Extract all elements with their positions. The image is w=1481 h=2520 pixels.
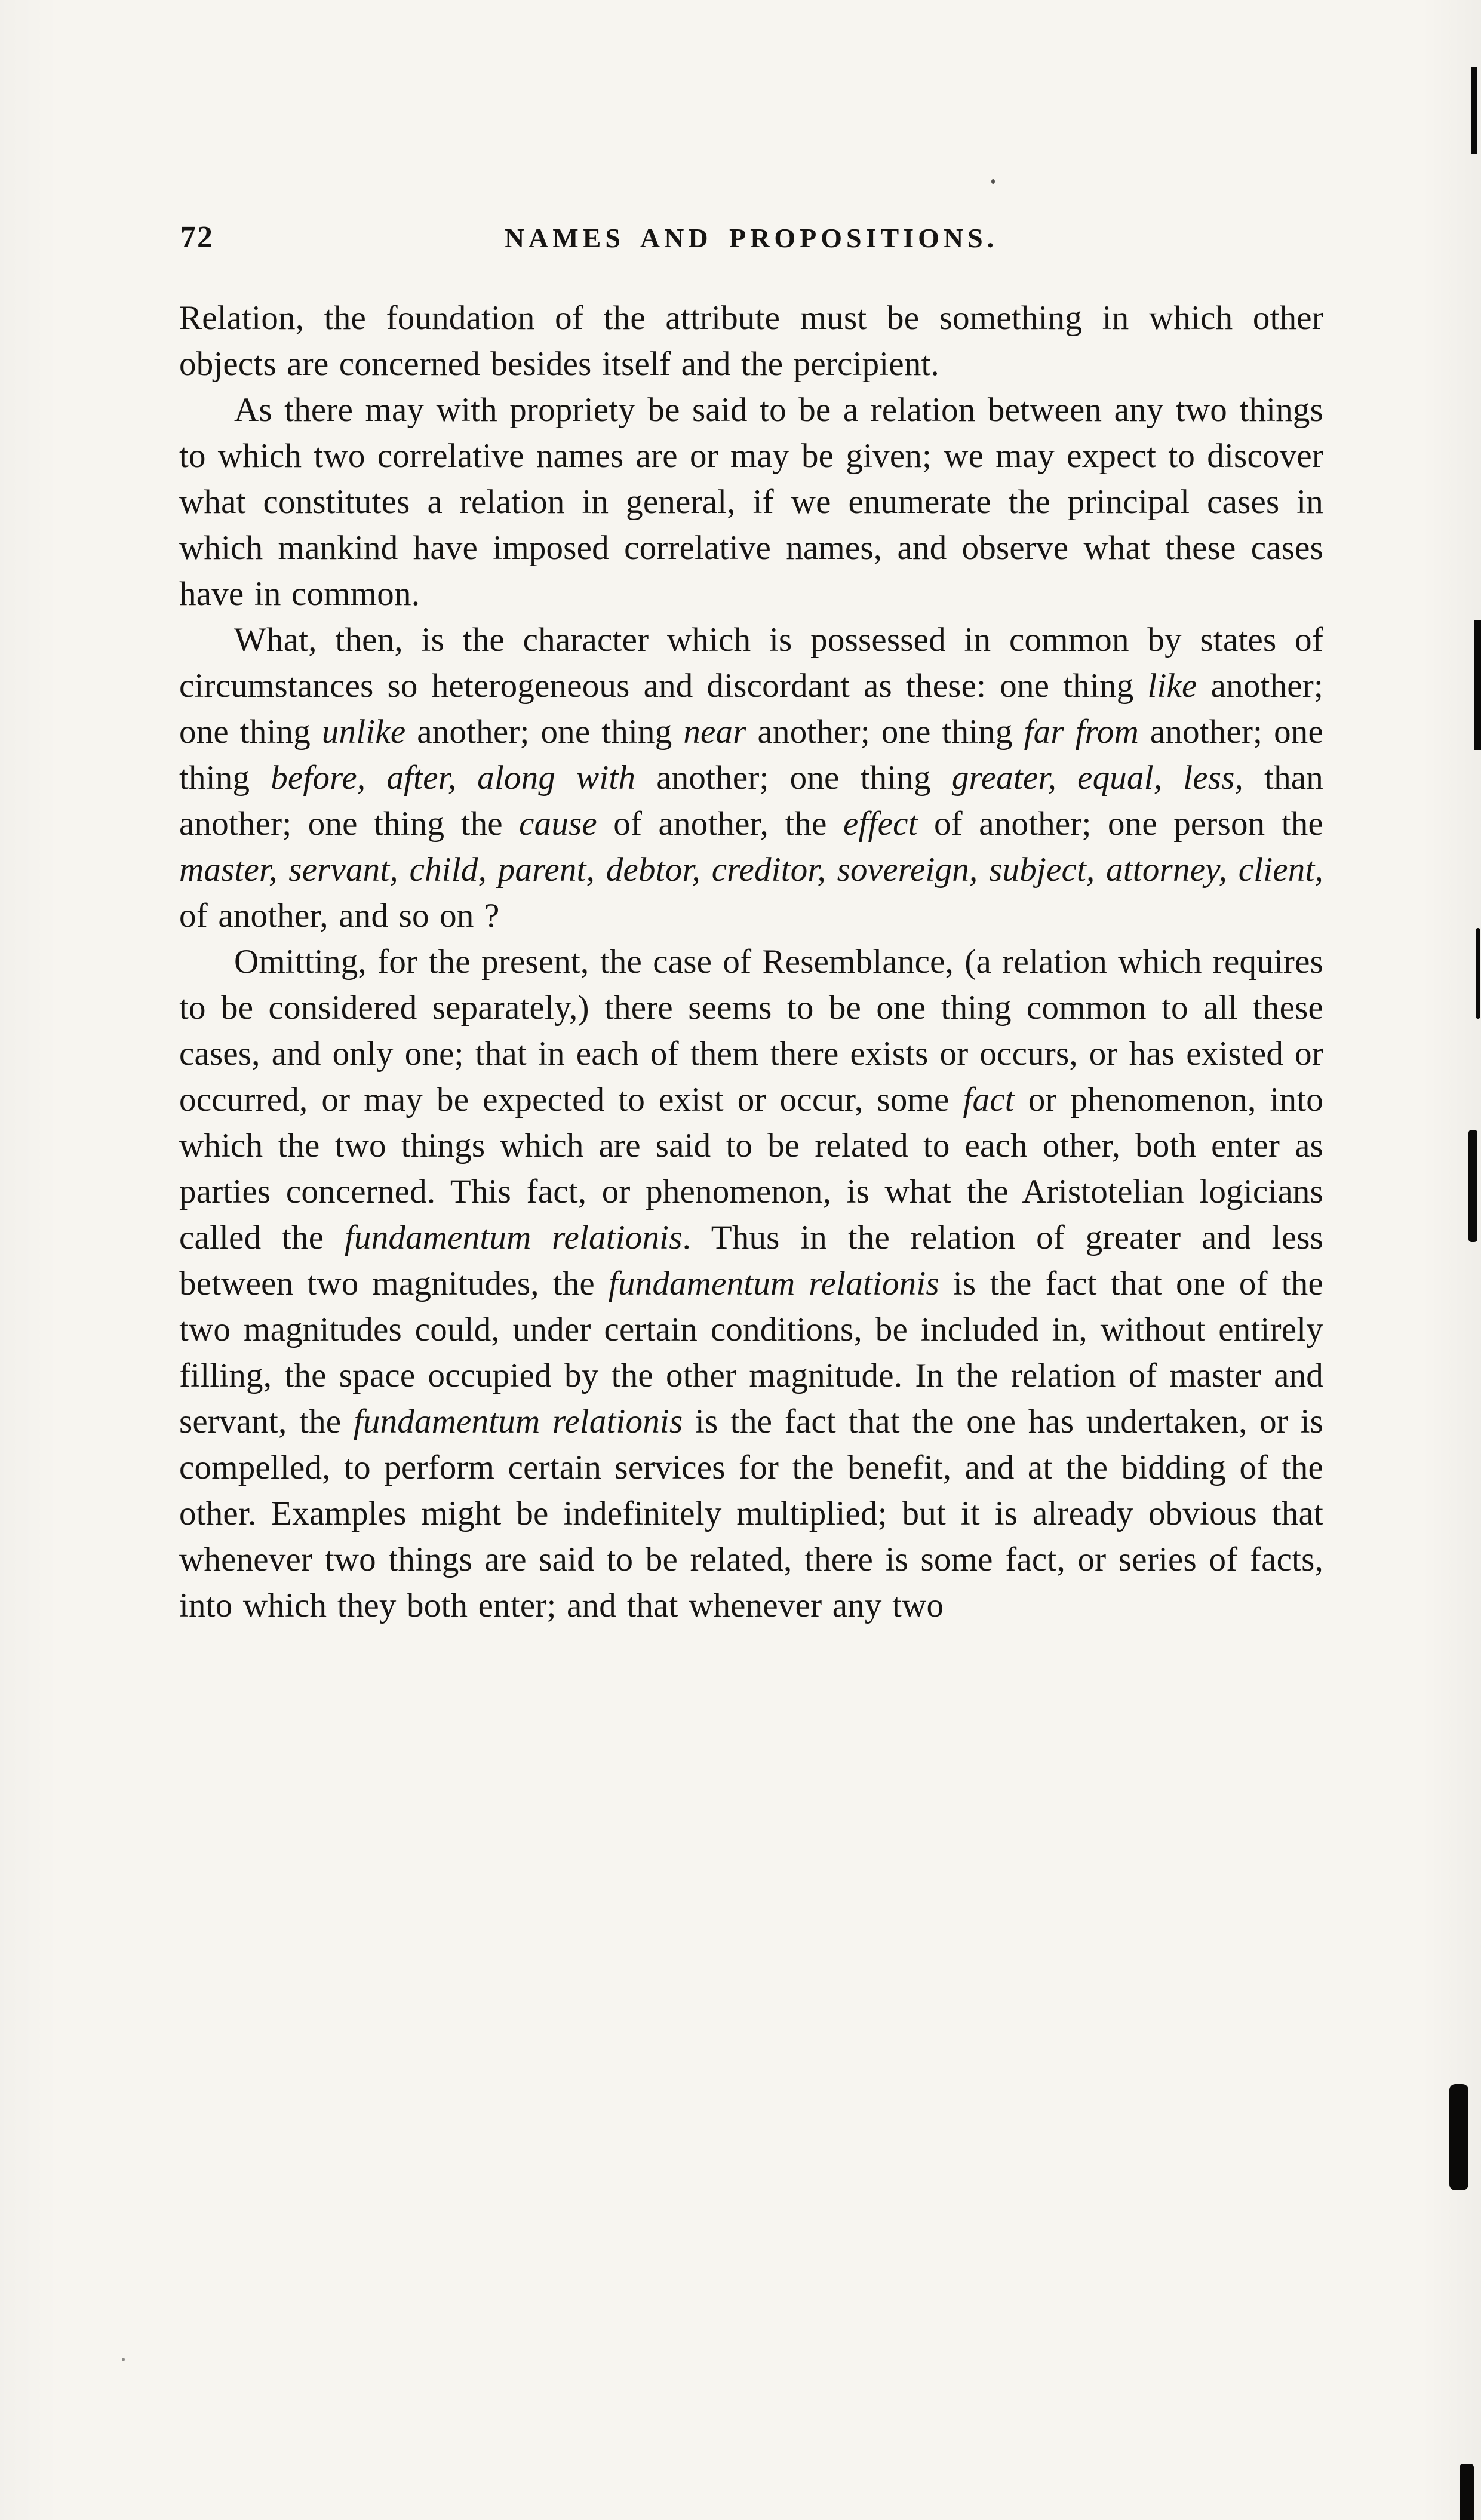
paragraph	[179, 939, 1323, 1628]
scan-speck	[991, 179, 995, 184]
text-run: is the fact that one of the two magnitudes could, under certain conditions, be included in, without entirely filling, the space occupied by the other magnitude. In the relation of master and servant, the	[179, 1265, 1324, 1440]
italic-text-run: fundamentum relationis	[608, 1265, 939, 1302]
paragraph	[179, 295, 1323, 387]
text-run: another; one thing	[635, 759, 952, 797]
page-header	[179, 216, 1323, 258]
text-run: another; one thing	[179, 667, 1323, 751]
italic-text-run: effect	[843, 805, 918, 843]
text-run: Relation, the foundation of the attribute must be something in which other objects are concerned besides itself and the percipient.	[179, 299, 1323, 383]
italic-text-run: unlike	[321, 713, 406, 751]
scan-artifact	[1449, 2084, 1468, 2190]
text-run: Omitting, for the present, the case of Resemblance, (a relation which requires to be considered separately,) there seems to be one thing common to all these cases, and only one; that in each of them there exists or occurs, or has existed or occurred, or may be expected to exist or occur, some	[179, 943, 1323, 1118]
text-run: of another, and so on ?	[179, 897, 500, 935]
text-run: of another, the	[597, 805, 843, 843]
running-header: NAMES AND PROPOSITIONS.	[504, 223, 998, 253]
italic-text-run: cause	[519, 805, 597, 843]
scan-artifact	[1468, 1130, 1477, 1242]
text-run: is the fact that the one has undertaken, or is compelled, to perform certain services for the benefit, and at the bidding of the other. Examples might be indefinitely multiplied; but it is already obvious that whenever two things are said to be related, there is some fact, or series of facts, into which they both enter; and that whenever any two	[179, 1403, 1324, 1624]
scan-artifact	[1460, 2464, 1474, 2520]
scan-speck	[122, 2358, 125, 2361]
italic-text-run: far from	[1024, 713, 1139, 751]
paragraph	[179, 617, 1323, 939]
text-run: than another; one thing the	[179, 759, 1323, 843]
text-run: another; one thing	[746, 713, 1024, 751]
scan-artifact	[1471, 67, 1477, 154]
page-body	[179, 295, 1323, 1628]
italic-text-run: greater, equal, less,	[951, 759, 1243, 797]
italic-text-run: fundamentum relationis	[353, 1403, 683, 1440]
text-run: of another; one person the	[917, 805, 1323, 843]
italic-text-run: near	[683, 713, 746, 751]
italic-text-run: like	[1147, 667, 1197, 705]
page-number: 72	[180, 220, 214, 254]
italic-text-run: master, servant, child, parent, debtor, creditor, sovereign, subject, attorney, client,	[179, 851, 1323, 889]
text-run: or phenomenon, into which the two things which are said to be related to each other, both enter as parties concerned. This fact, or phenomenon, is what the Aristotelian logicians called the	[179, 1081, 1323, 1256]
scan-artifact	[1476, 928, 1480, 1019]
paragraph	[179, 387, 1323, 617]
text-run: What, then, is the character which is possessed in common by states of circumstances so heterogeneous and discordant as these: one thing	[179, 621, 1323, 705]
text-run: As there may with propriety be said to be a relation between any two things to which two correlative names are or may be given; we may expect to discover what constitutes a relation in general, if we enumerate the principal cases in which mankind have imposed correlative names, and observe what these cases have in common.	[179, 391, 1323, 613]
text-run: . Thus in the relation of greater and less between two magnitudes, the	[179, 1219, 1323, 1302]
italic-text-run: fact	[963, 1081, 1015, 1118]
text-run: another; one thing	[405, 713, 684, 751]
text-run: another; one thing	[179, 713, 1324, 797]
scan-artifact	[1474, 620, 1481, 750]
italic-text-run: before, after, along with	[271, 759, 636, 797]
italic-text-run: fundamentum relationis	[344, 1219, 683, 1256]
text-block	[179, 216, 1323, 1628]
